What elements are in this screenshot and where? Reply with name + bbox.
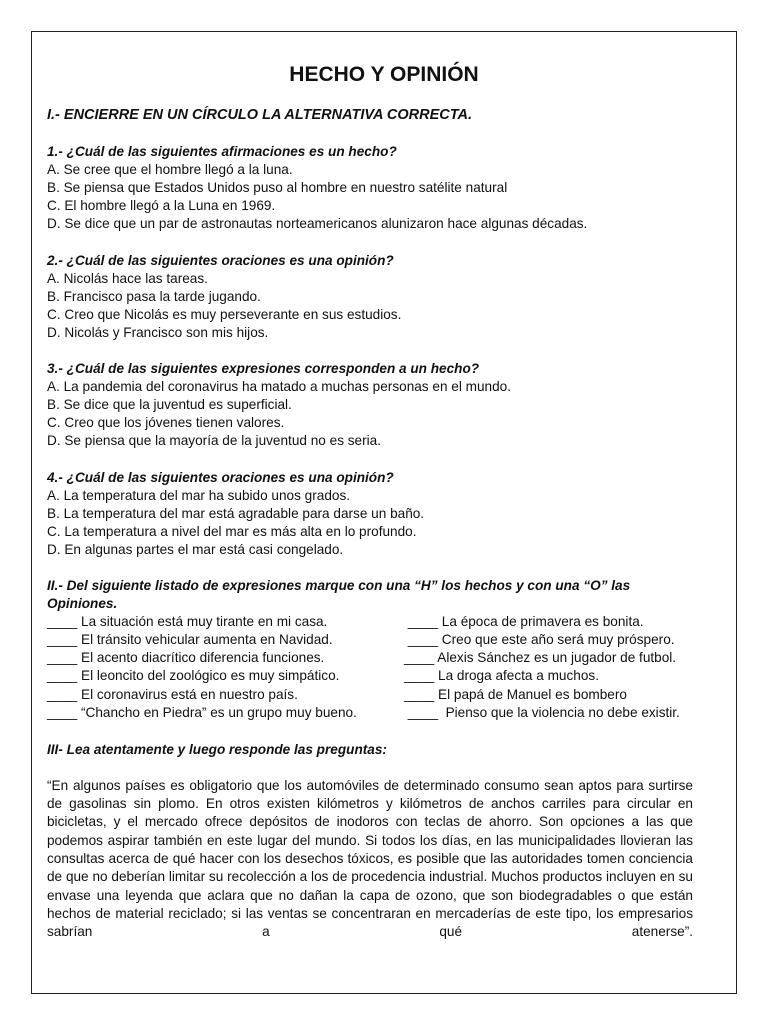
- answer-option[interactable]: B. Se dice que la juventud es superficial.: [47, 397, 292, 413]
- answer-option[interactable]: B. Se piensa que Estados Unidos puso al hombre en nuestro satélite natural: [47, 180, 508, 196]
- expression-row: [47, 631, 693, 649]
- expression-row: [47, 686, 693, 704]
- answer-option[interactable]: D. Se dice que un par de astronautas norteamericanos alunizaron hace algunas décadas.: [47, 216, 588, 232]
- answer-option[interactable]: D. En algunas partes el mar está casi congelado.: [47, 541, 344, 557]
- expression-row: [47, 704, 693, 722]
- expression-item-left[interactable]: ____ El acento diacrítico diferencia funciones.: [47, 650, 325, 666]
- answer-option[interactable]: A. La pandemia del coronavirus ha matado a muchas personas en el mundo.: [47, 379, 511, 395]
- question-block: [47, 360, 693, 450]
- answer-option[interactable]: A. Nicolás hace las tareas.: [47, 270, 208, 286]
- expression-item-right[interactable]: ____ La droga afecta a muchos.: [404, 668, 599, 684]
- question-block: [47, 143, 693, 233]
- expression-list: [47, 613, 693, 722]
- section2-heading-line1: II.- Del siguiente listado de expresiones marque con una “H” los hechos y con una “O” las: [47, 577, 631, 593]
- section3-heading: III- Lea atentamente y luego responde las preguntas:: [47, 741, 387, 757]
- expression-item-left[interactable]: ____ El tránsito vehicular aumenta en Navidad.: [47, 632, 333, 648]
- expression-row: [47, 613, 693, 631]
- question-prompt: 2.- ¿Cuál de las siguientes oraciones es una opinión?: [47, 252, 394, 268]
- page-title: HECHO Y OPINIÓN: [289, 63, 479, 86]
- answer-option[interactable]: D. Se piensa que la mayoría de la juventud no es seria.: [47, 433, 382, 449]
- answer-option[interactable]: C. El hombre llegó a la Luna en 1969.: [47, 198, 276, 214]
- expression-row: [47, 667, 693, 685]
- expression-item-right[interactable]: ____ Alexis Sánchez es un jugador de futbol.: [404, 650, 677, 666]
- question-list: [47, 143, 693, 559]
- worksheet-content: [47, 106, 693, 960]
- answer-option[interactable]: B. Francisco pasa la tarde jugando.: [47, 288, 261, 304]
- answer-option[interactable]: C. La temperatura a nivel del mar es más alta en lo profundo.: [47, 523, 417, 539]
- expression-item-left[interactable]: ____ El coronavirus está en nuestro país.: [47, 686, 298, 702]
- expression-item-right[interactable]: ____ La época de primavera es bonita.: [404, 614, 644, 630]
- reading-passage: “En algunos países es obligatorio que los automóviles de determinado consumo sean aptos para surtirse de gasolinas sin plomo. En otros existen kilómetros y kilómetros de anchos carriles para circular en bicicletas, y el mercado ofrece depósitos de inodoros con teclas de ahorro. Son opciones a las que podemos aspirar también en este lugar del mundo. Si todos los días, en las municipalidades llovieran las consultas acerca de qué hacer con los desechos tóxicos, es posible que las autoridades tomen conciencia de que no deberían limitar su recolección a los de procedencia industrial. Muchos productos incluyen en su envase una leyenda que aclara que no dañan la capa de ozono, que son biodegradables o que están hechos de material reciclado; si las ventas se concentraran en mercaderías de este tipo, los empresarios sabrían a qué atenerse”.: [47, 777, 693, 940]
- answer-option[interactable]: C. Creo que Nicolás es muy perseverante en sus estudios.: [47, 306, 402, 322]
- expression-item-left[interactable]: ____ El leoncito del zoológico es muy simpático.: [47, 668, 340, 684]
- section2-heading-line2: Opiniones.: [47, 596, 118, 612]
- question-block: [47, 252, 693, 342]
- expression-item-right[interactable]: ____ El papá de Manuel es bombero: [404, 686, 627, 702]
- answer-option[interactable]: D. Nicolás y Francisco son mis hijos.: [47, 324, 269, 340]
- question-block: [47, 469, 693, 559]
- expression-item-left[interactable]: ____ “Chancho en Piedra” es un grupo muy bueno.: [47, 704, 357, 720]
- question-prompt: 4.- ¿Cuál de las siguientes oraciones es una opinión?: [47, 469, 394, 485]
- expression-row: [47, 649, 693, 667]
- answer-option[interactable]: A. Se cree que el hombre llegó a la luna.: [47, 162, 293, 178]
- question-prompt: 3.- ¿Cuál de las siguientes expresiones corresponden a un hecho?: [47, 361, 480, 377]
- section1-heading: I.- ENCIERRE EN UN CÍRCULO LA ALTERNATIVA CORRECTA.: [47, 107, 473, 123]
- expression-item-right[interactable]: ____ Creo que este año será muy próspero.: [404, 632, 675, 648]
- answer-option[interactable]: B. La temperatura del mar está agradable para darse un baño.: [47, 505, 425, 521]
- answer-option[interactable]: C. Creo que los jóvenes tienen valores.: [47, 415, 285, 431]
- expression-item-left[interactable]: ____ La situación está muy tirante en mi casa.: [47, 614, 328, 630]
- expression-item-right[interactable]: ____ Pienso que la violencia no debe existir.: [404, 704, 680, 720]
- question-prompt: 1.- ¿Cuál de las siguientes afirmaciones es un hecho?: [47, 144, 397, 160]
- answer-option[interactable]: A. La temperatura del mar ha subido unos grados.: [47, 487, 351, 503]
- section2: [47, 577, 693, 722]
